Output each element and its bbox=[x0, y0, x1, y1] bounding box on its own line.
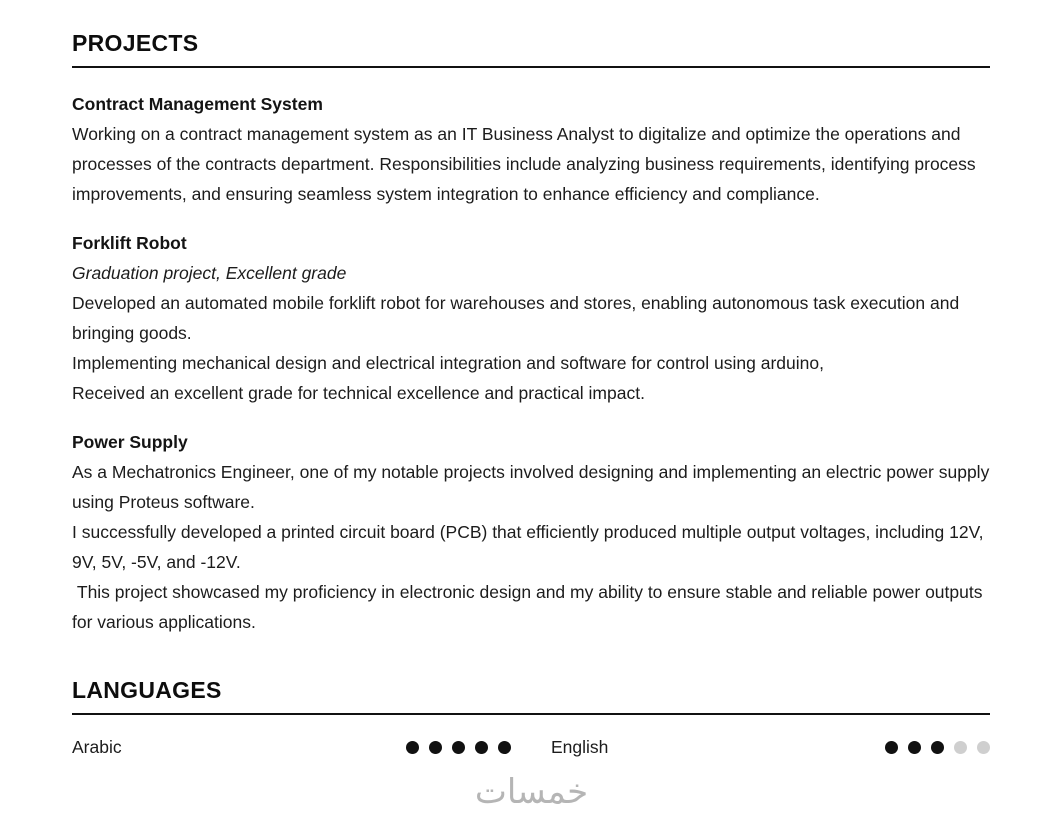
project-entry bbox=[72, 427, 995, 637]
languages-row bbox=[72, 737, 990, 758]
level-dot-filled bbox=[475, 741, 488, 754]
project-subtitle: Graduation project, Excellent grade bbox=[72, 263, 347, 283]
language-name: Arabic bbox=[72, 737, 122, 757]
section-title-languages: LANGUAGES bbox=[72, 677, 222, 703]
level-dot-filled bbox=[429, 741, 442, 754]
level-dot-empty bbox=[954, 741, 967, 754]
projects-section bbox=[72, 30, 995, 637]
project-title: Contract Management System bbox=[72, 94, 323, 114]
level-dot-filled bbox=[498, 741, 511, 754]
project-paragraph: Received an excellent grade for technical excellence and practical impact. bbox=[72, 383, 645, 403]
project-title: Forklift Robot bbox=[72, 233, 187, 253]
language-level-dots bbox=[885, 741, 990, 754]
language-name: English bbox=[551, 737, 609, 757]
watermark-text: خمسات bbox=[474, 772, 589, 812]
projects-list bbox=[72, 89, 995, 637]
section-rule bbox=[72, 66, 990, 68]
level-dot-filled bbox=[406, 741, 419, 754]
project-paragraph: This project showcased my proficiency in electronic design and my ability to ensure stable and reliable power outputs for various applications. bbox=[72, 582, 988, 632]
language-level-dots bbox=[406, 741, 511, 754]
project-paragraph: Implementing mechanical design and electrical integration and software for control using arduino, bbox=[72, 353, 824, 373]
language-item bbox=[551, 737, 990, 758]
language-item bbox=[72, 737, 511, 758]
level-dot-filled bbox=[885, 741, 898, 754]
level-dot-filled bbox=[452, 741, 465, 754]
project-paragraph: As a Mechatronics Engineer, one of my notable projects involved designing and implementing an electric power supply using Proteus software. bbox=[72, 462, 995, 512]
project-paragraph: Developed an automated mobile forklift robot for warehouses and stores, enabling autonomous task execution and bringing goods. bbox=[72, 293, 965, 343]
project-paragraph: I successfully developed a printed circuit board (PCB) that efficiently produced multiple output voltages, including 12V, 9V, 5V, -5V, and -12V. bbox=[72, 522, 989, 572]
project-paragraph: Working on a contract management system as an IT Business Analyst to digitalize and optimize the operations and processes of the contracts department. Responsibilities include analyzing business requirements, identifying process improvements, and ensuring seamless system integration to enhance efficiency and compliance. bbox=[72, 124, 981, 204]
project-title: Power Supply bbox=[72, 432, 188, 452]
project-entry bbox=[72, 228, 990, 408]
project-entry bbox=[72, 89, 990, 209]
section-title-projects: PROJECTS bbox=[72, 30, 199, 56]
level-dot-filled bbox=[908, 741, 921, 754]
languages-section bbox=[72, 677, 990, 758]
level-dot-empty bbox=[977, 741, 990, 754]
section-rule bbox=[72, 713, 990, 715]
level-dot-filled bbox=[931, 741, 944, 754]
